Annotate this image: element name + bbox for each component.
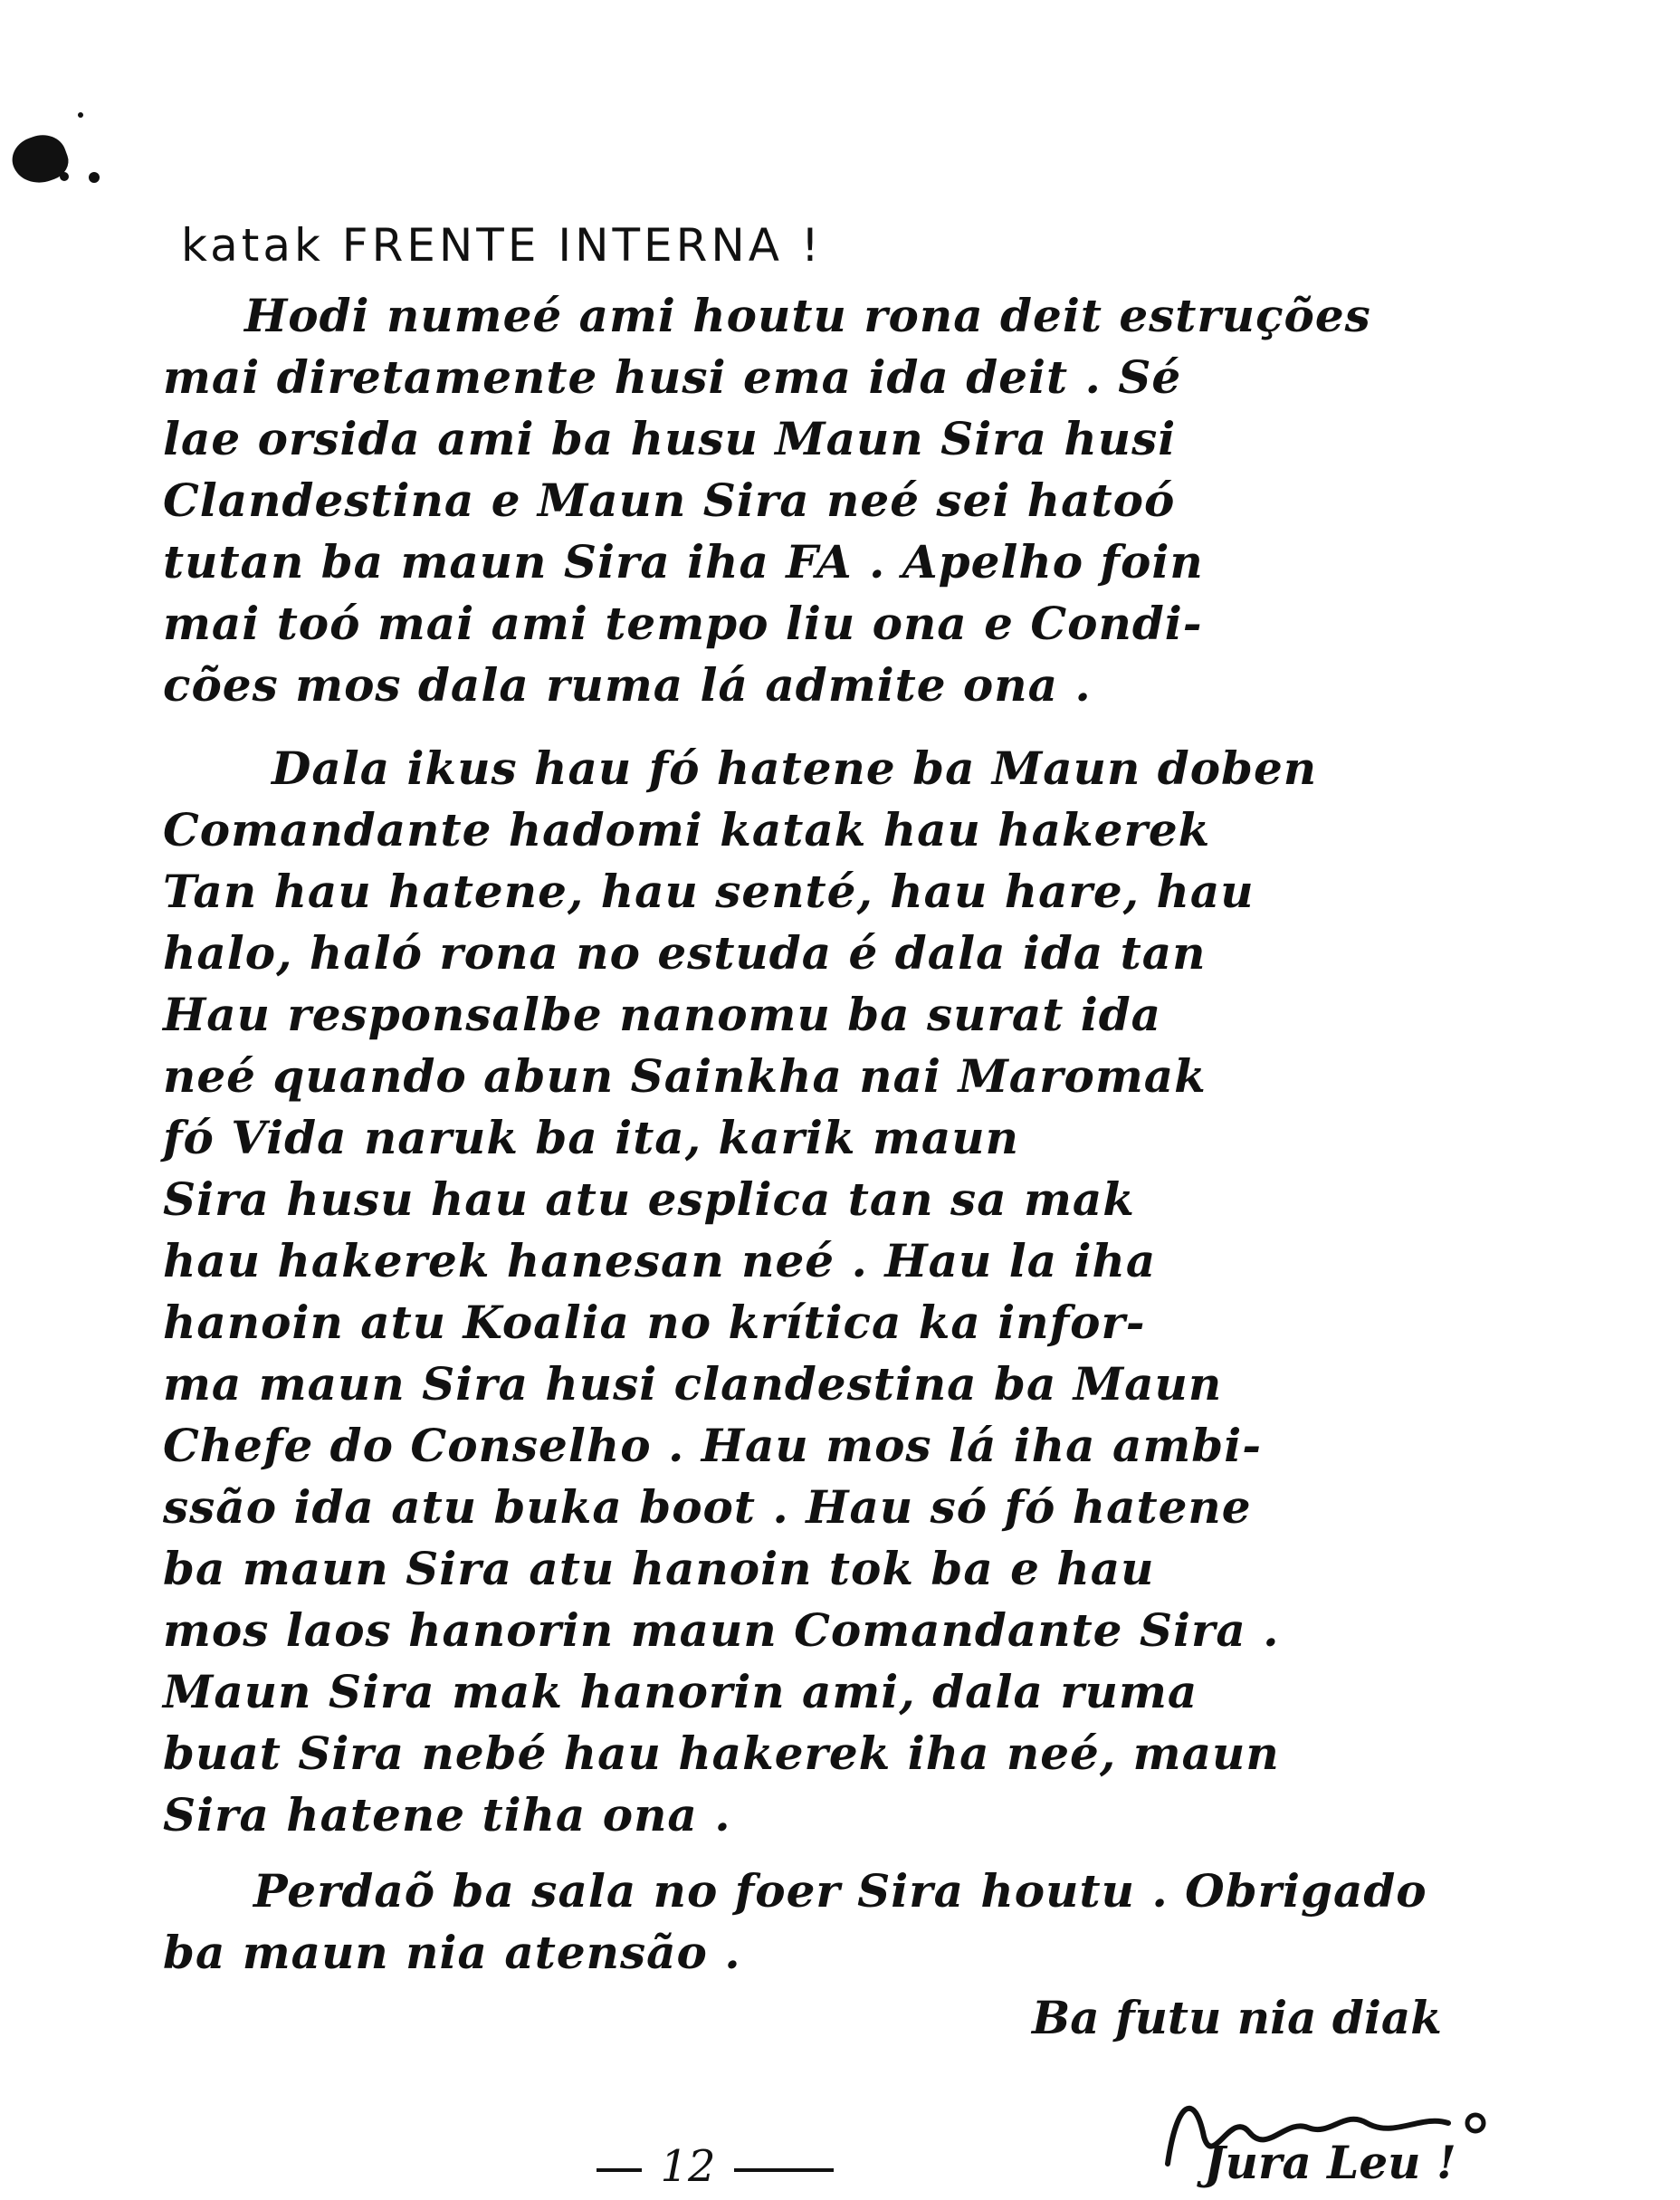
letter-line: mai diretamente husi ema ida deit . Sé — [163, 350, 1182, 404]
letter-line: Perdaõ ba sala no foer Sira houtu . Obrigado — [253, 1864, 1427, 1918]
letter-line: Dala ikus hau fó hatene ba Maun doben — [272, 741, 1318, 795]
letter-line: Sira husu hau atu esplica tan sa mak — [163, 1172, 1135, 1226]
letter-line: ba maun Sira atu hanoin tok ba e hau — [163, 1542, 1155, 1595]
letter-line: halo, haló rona no estuda é dala ida tan — [163, 926, 1207, 980]
letter-line: Chefe do Conselho . Hau mos lá iha ambi- — [163, 1419, 1262, 1472]
signature-name: Jura Leu ! — [1204, 2136, 1456, 2189]
letter-line: ssão ida atu buka boot . Hau só fó hatene — [163, 1480, 1252, 1534]
page-number — [579, 2141, 851, 2192]
letter-line: Hau responsalbe nanomu ba surat ida — [163, 988, 1162, 1041]
letter-line: mos laos hanorin maun Comandante Sira . — [163, 1603, 1280, 1657]
letter-line: hau hakerek hanesan neé . Hau la iha — [163, 1234, 1157, 1287]
letter-line: ba maun nia atensão . — [163, 1926, 741, 1979]
letter-heading: katak FRENTE INTERNA ! — [181, 219, 823, 272]
letter-line: Clandestina e Maun Sira neé sei hatoó — [163, 473, 1176, 527]
letter-line: fó Vida naruk ba ita, karik maun — [163, 1111, 1019, 1164]
signature-scribble — [1150, 2082, 1548, 2182]
letter-line: Maun Sira mak hanorin ami, dala ruma — [163, 1665, 1198, 1718]
letter-line: Hodi numeé ami houtu rona deit estruções — [244, 289, 1371, 342]
letter-line: cões mos dala ruma lá admite ona . — [163, 658, 1092, 712]
letter-line: Comandante hadomi katak hau hakerek — [163, 803, 1211, 856]
letter-line: Sira hatene tiha ona . — [163, 1788, 731, 1841]
letter-line: lae orsida ami ba husu Maun Sira husi — [163, 412, 1177, 465]
letter-line: buat Sira nebé hau hakerek iha neé, maun — [163, 1727, 1280, 1780]
letter-closing: Ba futu nia diak — [1032, 1991, 1442, 2044]
letter-line: Tan hau hatene, hau senté, hau hare, hau — [163, 865, 1255, 918]
page-number-label: 12 — [660, 2141, 716, 2192]
letter-line: ma maun Sira husi clandestina ba Maun — [163, 1357, 1223, 1411]
letter-line: hanoin atu Koalia no krítica ka infor- — [163, 1296, 1146, 1349]
letter-line: mai toó mai ami tempo liu ona e Condi- — [163, 597, 1203, 650]
letter-line: neé quando abun Sainkha nai Maromak — [163, 1049, 1207, 1103]
letter-line: tutan ba maun Sira iha FA . Apelho foin — [163, 535, 1204, 588]
